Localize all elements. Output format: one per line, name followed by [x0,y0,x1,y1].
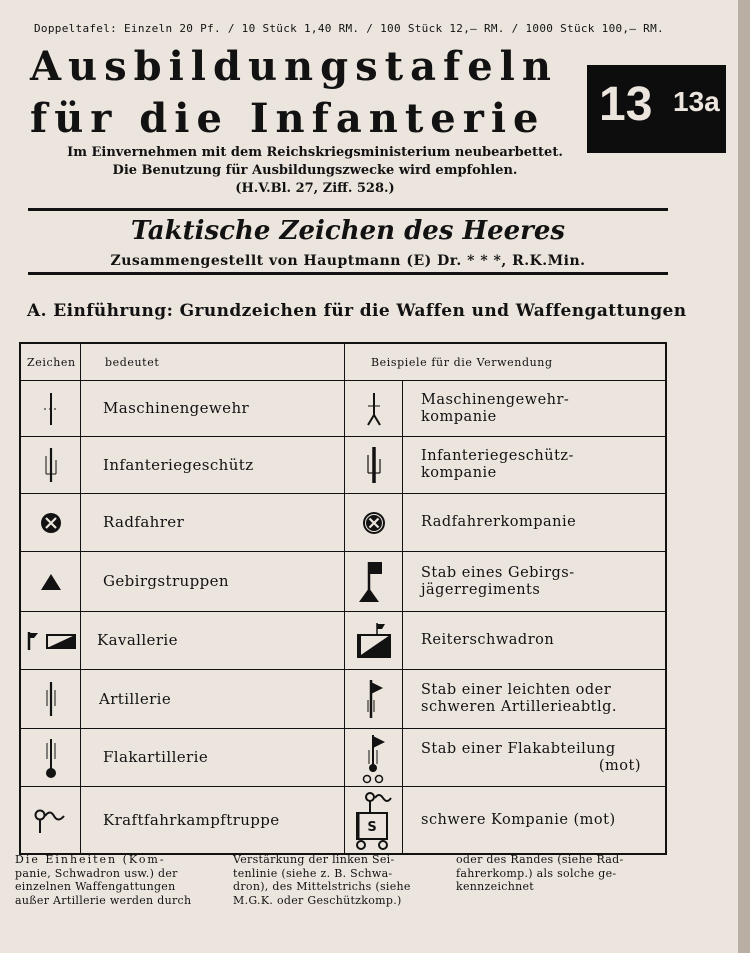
cyclist-icon [37,509,65,537]
compiled-by: Zusammengestellt von Hauptmann (E) Dr. * * *, R.K.Min. [110,253,586,269]
example-line: jägerregiments [421,581,541,598]
plate-number-suffix: 13a [673,86,720,117]
example-symbol-cell [345,729,403,787]
example-line: Stab eines Gebirgs- [421,564,575,581]
plate-number-box [587,65,726,153]
example-symbol-cell [345,787,403,853]
example-line: Infanteriegeschütz- [421,448,574,464]
symbol-cell [21,670,81,729]
page-edge [738,0,750,953]
example-cell [403,612,665,670]
footnote-line: M.G.K. oder Geschützkomp.) [233,893,402,907]
example-cell [403,787,665,853]
subtitle-line-2: Die Benutzung für Ausbildungszwecke wird empfohlen. [112,163,518,178]
symbols-table [19,342,667,855]
divider-bottom [28,272,668,275]
armored-troop-icon [31,805,71,835]
example-line: schwere Kompanie (mot) [421,811,616,828]
example-symbol-cell [345,670,403,729]
title-line-1: Ausbildungstafeln [30,43,558,90]
mountain-regiment-staff-icon [357,558,391,606]
example-line: Reiterschwadron [421,632,555,648]
example-line: schweren Artillerieabtlg. [421,699,618,715]
example-cell [403,494,665,552]
heavy-company-icon [348,789,400,851]
symbol-cell [21,437,81,494]
meaning-cell: Infanteriegeschütz [81,437,345,494]
price-line: Doppeltafel: Einzeln 20 Pf. / 10 Stück 1,40 RM. / 100 Stück 12,— RM. / 1000 Stück 100,— RM. [34,22,664,35]
cavalry-squadron-icon [354,621,394,661]
example-symbol-cell [345,381,403,437]
section-heading: Taktische Zeichen des Heeres [130,216,566,246]
meaning-cell: Maschinengewehr [81,381,345,437]
cyclist-company-icon [360,509,388,537]
symbol-cell [21,729,81,787]
divider-top [28,208,668,211]
example-line: kompanie [421,465,497,481]
meaning-cell: Gebirgstruppen [81,552,345,612]
meaning-cell: Kavallerie [81,612,345,670]
header-symbol: Zeichen [21,344,81,381]
header-meaning: bedeutet [81,344,345,381]
subtitle-line-3: (H.V.Bl. 27, Ziff. 528.) [235,181,395,196]
example-symbol-cell [345,437,403,494]
infantry-gun-company-icon [359,443,389,487]
example-symbol-cell [345,552,403,612]
example-line: Maschinengewehr- [421,391,570,408]
example-line: Stab einer leichten oder [421,682,612,698]
meaning-cell: Flakartillerie [81,729,345,787]
section-title: A. Einführung: Grundzeichen für die Waffen und Waffengattungen [27,301,687,321]
example-cell [403,437,665,494]
symbol-cell [21,612,81,670]
example-cell [403,670,665,729]
title-line-2: für die Infanterie [30,95,546,142]
footnote-line: oder des Randes (siehe Rad- [456,853,624,866]
footnote-line: tenlinie (siehe z. B. Schwa- [233,866,393,880]
mountain-troops-icon [38,570,64,594]
anti-aircraft-icon [36,735,66,781]
symbol-cell [21,494,81,552]
header-examples: Beispiele für die Verwendung [345,344,665,381]
footnote-line: kennzeichnet [456,880,535,893]
example-cell [403,381,665,437]
artillery-icon [36,678,66,720]
footnote-col-1 [15,853,220,907]
example-cell [403,552,665,612]
example-cell [403,729,665,787]
example-line: (mot) [598,757,641,774]
example-line: kompanie [421,408,497,425]
example-line: Radfahrerkompanie [421,514,577,530]
footnote-line: panie, Schwadron usw.) der [15,866,178,880]
symbol-cell [21,552,81,612]
footnote-line: Verstärkung der linken Sei- [233,853,395,866]
example-symbol-cell [345,494,403,552]
heavy-company-badge: S [366,820,377,835]
meaning-cell: Artillerie [81,670,345,729]
example-symbol-cell [345,612,403,670]
subtitle-line-1: Im Einvernehmen mit dem Reichskriegsministerium neubearbettet. [67,145,563,160]
symbol-cell [21,381,81,437]
footnote-line: Die Einheiten (Kom- [15,853,166,866]
footnote-col-3 [456,853,656,894]
footnote-line: einzelnen Waffengattungen [15,880,176,893]
meaning-cell: Kraftfahrkampftruppe [81,787,345,853]
example-line: Stab einer Flakabteilung [421,740,616,757]
flak-staff-icon [357,732,391,784]
meaning-cell: Radfahrer [81,494,345,552]
footnote-line: dron), des Mittelstrichs (siehe [233,880,411,893]
artillery-staff-icon [359,676,389,722]
machine-gun-icon [36,389,66,429]
infantry-gun-icon [36,444,66,486]
symbol-cell [21,787,81,853]
footnote-line: außer Artillerie werden durch [15,893,192,907]
cavalry-icon [24,630,78,652]
plate-number: 13 [599,78,653,131]
machine-gun-company-icon [359,389,389,429]
footnote-line: fahrerkomp.) als solche ge- [456,866,617,880]
footnote-col-2 [233,853,451,907]
